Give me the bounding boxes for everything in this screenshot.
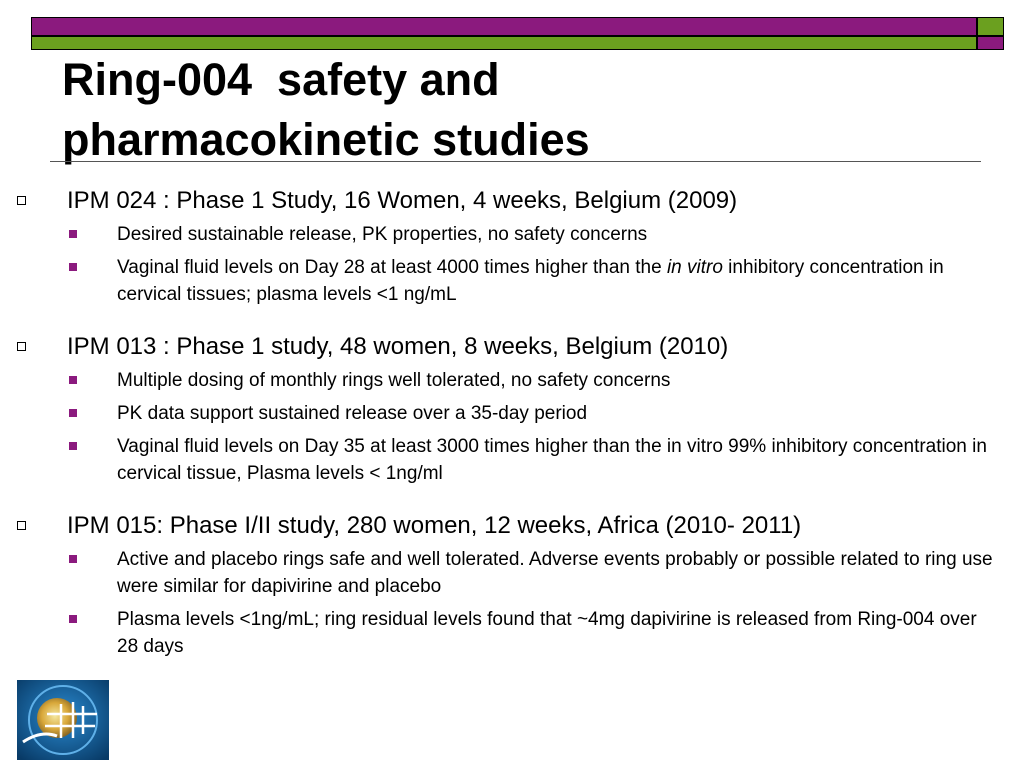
bullet-text: PK data support sustained release over a 35-day period bbox=[117, 403, 588, 424]
bullet-level-2 bbox=[0, 606, 1001, 660]
study-section-ipm024 bbox=[0, 186, 1024, 308]
study-heading: IPM 013 : Phase 1 study, 48 women, 8 weeks, Belgium (2010) bbox=[67, 333, 729, 360]
study-section-ipm015 bbox=[0, 511, 1024, 660]
hollow-square-bullet-icon bbox=[17, 521, 26, 530]
study-heading: IPM 024 : Phase 1 Study, 16 Women, 4 weeks, Belgium (2009) bbox=[67, 187, 738, 214]
bullet-text: Active and placebo rings safe and well tolerated. Adverse events probably or possible related to ring use were similar for dapivirine and placebo bbox=[117, 549, 993, 597]
bullet-level-2 bbox=[0, 433, 1001, 487]
bullet-level-2 bbox=[0, 221, 1001, 248]
globe-logo-graphic bbox=[17, 680, 109, 760]
bullet-level-2 bbox=[0, 546, 1001, 600]
slide-title-line-2: pharmacokinetic studies bbox=[62, 114, 590, 165]
bullet-level-1 bbox=[0, 332, 997, 362]
bullet-text bbox=[117, 257, 944, 305]
filled-square-bullet-icon bbox=[69, 376, 77, 384]
bullet-text-italic: in vitro bbox=[666, 257, 723, 278]
study-heading: IPM 015: Phase I/II study, 280 women, 12 weeks, Africa (2010- 2011) bbox=[67, 512, 802, 539]
header-bar-purple bbox=[31, 17, 977, 36]
bullet-text: Desired sustainable release, PK properties, no safety concerns bbox=[117, 224, 648, 245]
hollow-square-bullet-icon bbox=[17, 342, 26, 351]
study-section-ipm013 bbox=[0, 332, 1024, 487]
filled-square-bullet-icon bbox=[69, 442, 77, 450]
bullet-level-1 bbox=[0, 511, 997, 541]
hollow-square-bullet-icon bbox=[17, 196, 26, 205]
filled-square-bullet-icon bbox=[69, 409, 77, 417]
bullet-text: Vaginal fluid levels on Day 35 at least 3000 times higher than the in vitro 99% inhibitory concentration in cervical tissue, Plasma levels < 1ng/ml bbox=[117, 436, 987, 484]
slide-content bbox=[0, 186, 1024, 684]
header-square-green bbox=[977, 17, 1004, 36]
filled-square-bullet-icon bbox=[69, 555, 77, 563]
header-bar-green bbox=[31, 36, 977, 50]
filled-square-bullet-icon bbox=[69, 230, 77, 238]
slide-title bbox=[62, 50, 962, 170]
bullet-text: Multiple dosing of monthly rings well tolerated, no safety concerns bbox=[117, 370, 671, 391]
header-square-purple bbox=[977, 36, 1004, 50]
globe-logo-icon bbox=[17, 680, 109, 760]
bullet-text: Plasma levels <1ng/mL; ring residual levels found that ~4mg dapivirine is released from Ring-004 over 28 days bbox=[117, 609, 977, 657]
bullet-level-2 bbox=[0, 367, 1001, 394]
title-divider bbox=[50, 161, 981, 162]
filled-square-bullet-icon bbox=[69, 615, 77, 623]
bullet-text-part: inhibitory concentration in cervical tissues; plasma levels <1 ng/mL bbox=[117, 257, 944, 305]
filled-square-bullet-icon bbox=[69, 263, 77, 271]
bullet-text-part: Vaginal fluid levels on Day 28 at least 4000 times higher than the bbox=[117, 257, 667, 278]
slide-title-line-1: Ring-004 safety and bbox=[62, 54, 500, 105]
bullet-level-2 bbox=[0, 400, 1001, 427]
bullet-level-1 bbox=[0, 186, 997, 216]
bullet-level-2 bbox=[0, 254, 1001, 308]
